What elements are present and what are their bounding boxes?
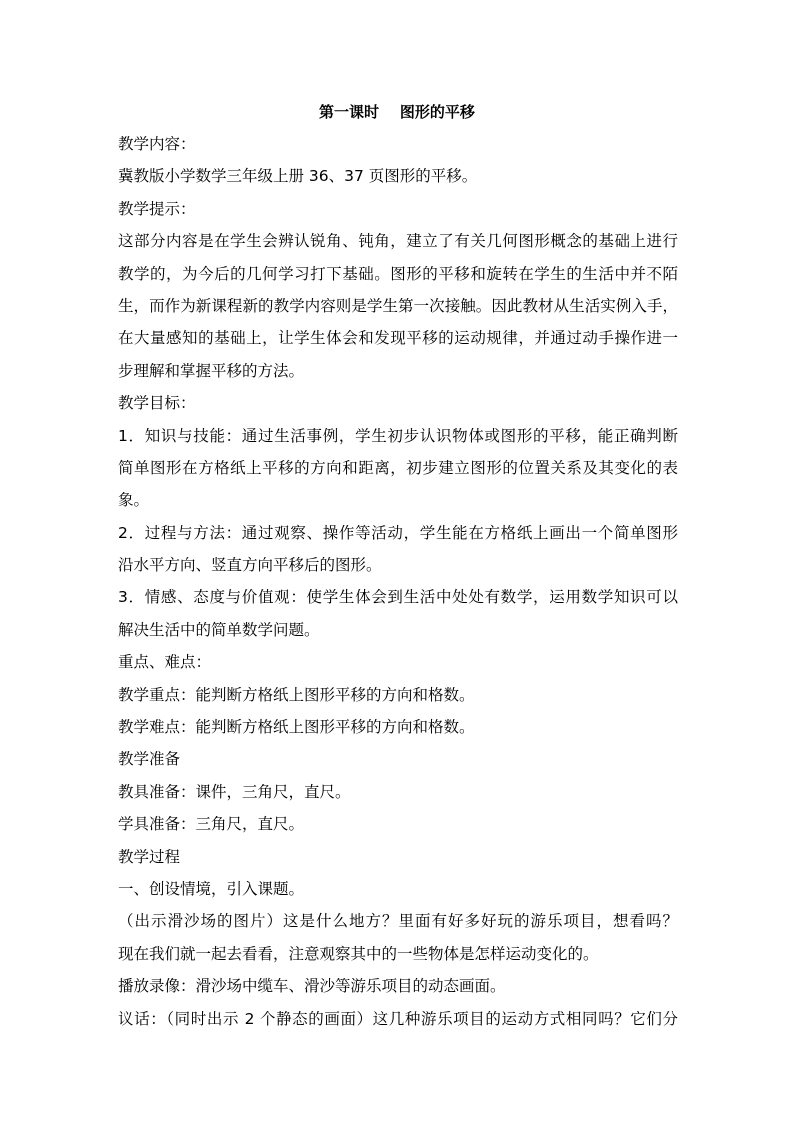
text-line: 播放录像：滑沙场中缆车、滑沙等游乐项目的动态画面。	[118, 977, 506, 996]
heading-teaching-process: 教学过程	[118, 847, 181, 866]
text-line: 一、创设情境，引入课题。	[118, 879, 305, 898]
heading-teaching-content: 教学内容：	[118, 135, 196, 153]
text-line: 教学重点：能判断方格纸上图形平移的方向和格数。	[118, 685, 475, 704]
text-line: 解决生活中的简单数学问题。	[118, 620, 320, 639]
heading-key-points: 重点、难点：	[118, 653, 212, 672]
text-line: 这部分内容是在学生会辨认锐角、钝角，建立了有关几何图形概念的基础上进行	[118, 232, 678, 251]
text-line: 议话：（同时出示 2 个静态的画面）这几种游乐项目的运动方式相同吗？它们分	[118, 1009, 678, 1028]
heading-teaching-goals: 教学目标：	[118, 394, 196, 413]
text-line: 象。	[118, 491, 150, 510]
text-line: 简单图形在方格纸上平移的方向和距离，初步建立图形的位置关系及其变化的表	[118, 458, 678, 477]
text-line: 教具准备：课件，三角尺，直尺。	[118, 782, 351, 801]
document-body	[118, 128, 678, 1035]
text-line: 学具准备：三角尺，直尺。	[118, 815, 305, 834]
lesson-title: 第一课时 图形的平移	[319, 103, 475, 121]
text-line: 冀教版小学数学三年级上册 36、37 页图形的平移。	[118, 167, 478, 186]
text-line: 在大量感知的基础上，让学生体会和发现平移的运动规律，并通过动手操作进一	[118, 329, 678, 348]
heading-teaching-preparation: 教学准备	[118, 750, 181, 769]
text-line: 生，而作为新课程新的教学内容则是学生第一次接触。因此教材从生活实例入手，	[118, 296, 678, 315]
text-line: 1．知识与技能：通过生活事例，学生初步认识物体或图形的平移，能正确判断	[118, 426, 678, 445]
text-line: 现在我们就一起去看看，注意观察其中的一些物体是怎样运动变化的。	[118, 944, 599, 963]
text-line: 3．情感、态度与价值观：使学生体会到生活中处处有数学，运用数学知识可以	[118, 588, 678, 607]
text-line: 教学的，为今后的几何学习打下基础。图形的平移和旋转在学生的生活中并不陌	[118, 264, 678, 283]
text-line: 2．过程与方法：通过观察、操作等活动，学生能在方格纸上画出一个简单图形	[118, 523, 678, 542]
text-line: 步理解和掌握平移的方法。	[118, 361, 305, 380]
heading-teaching-tips: 教学提示：	[118, 199, 196, 218]
text-line: 沿水平方向、竖直方向平移后的图形。	[118, 556, 382, 575]
text-line: 教学难点：能判断方格纸上图形平移的方向和格数。	[118, 718, 475, 737]
text-line: （出示滑沙场的图片）这是什么地方？里面有好多好玩的游乐项目，想看吗？	[118, 912, 678, 931]
